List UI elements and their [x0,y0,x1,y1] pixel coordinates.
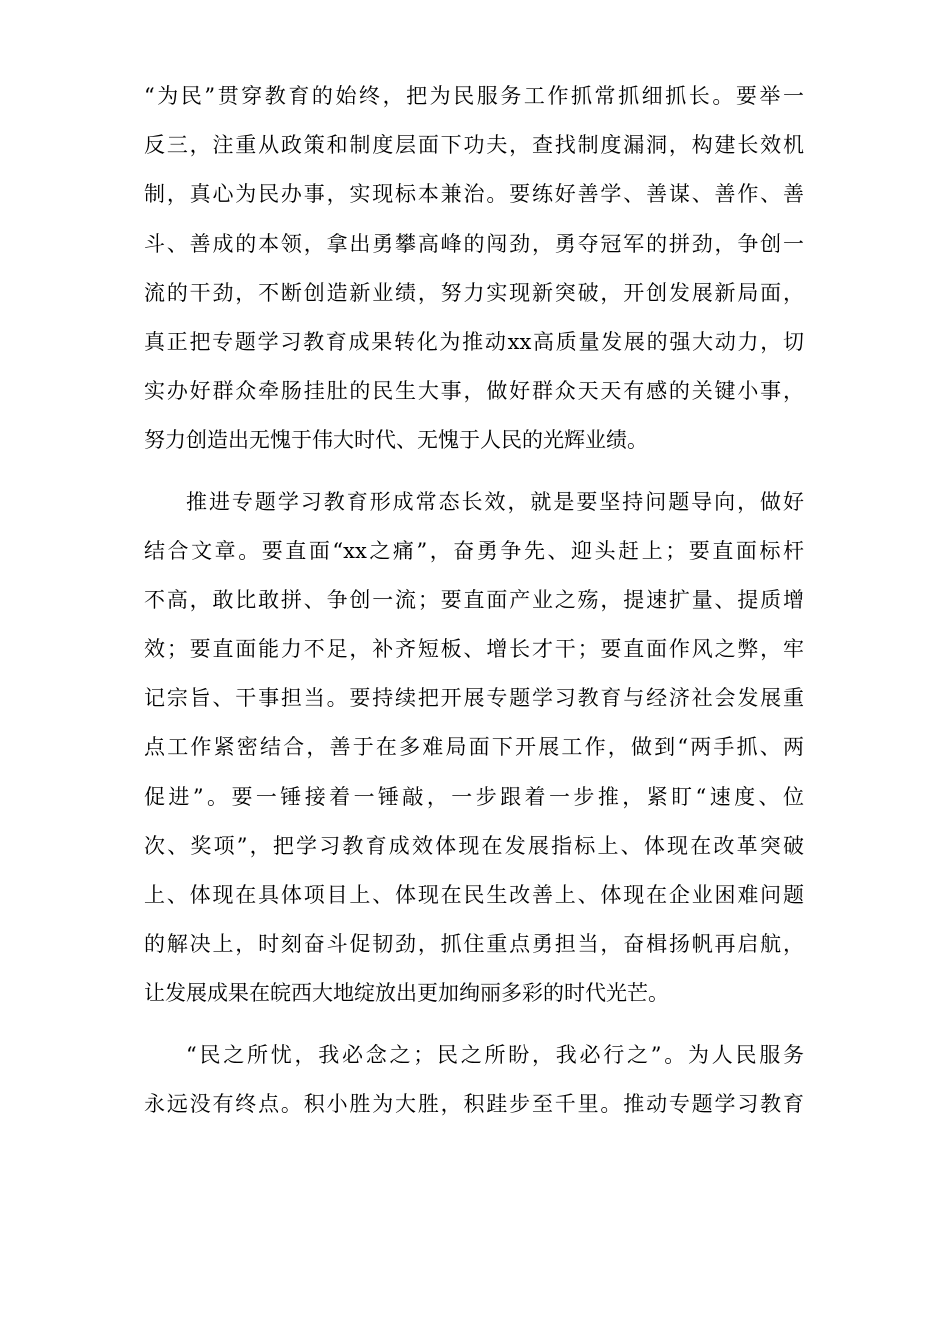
text-line: 记宗旨、干事担当。要持续把开展专题学习教育与经济社会发展重 [144,686,804,711]
text-line: 制，真心为民办事，实现标本兼治。要练好善学、善谋、善作、善 [144,182,804,207]
paragraph-2 [144,478,804,1019]
text-line: “民之所忧，我必念之；民之所盼，我必行之”。为人民服务 [186,1042,804,1067]
text-line: 实办好群众牵肠挂肚的民生大事，做好群众天天有感的关键小事， [144,379,804,404]
text-line: 真正把专题学习教育成果转化为推动xx高质量发展的强大动力，切 [144,329,804,354]
text-line: 推进专题学习教育形成常态长效，就是要坚持问题导向，做好 [186,489,804,514]
paragraph-3 [144,1031,804,1129]
text-line: 促进”。要一锤接着一锤敲，一步跟着一步推，紧盯“速度、位 [144,784,804,809]
text-line: 斗、善成的本领，拿出勇攀高峰的闯劲，勇夺冠军的拼劲，争创一 [144,231,804,256]
text-line: 的解决上，时刻奋斗促韧劲，抓住重点勇担当，奋楫扬帆再启航， [144,932,804,957]
text-line: “为民”贯穿教育的始终，把为民服务工作抓常抓细抓长。要举一 [144,84,804,108]
text-line: 永远没有终点。积小胜为大胜，积跬步至千里。推动专题学习教育 [144,1091,804,1116]
text-line: 效；要直面能力不足，补齐短板、增长才干；要直面作风之弊，牢 [144,637,804,662]
document-body [144,72,804,1141]
text-line: 不高，敢比敢拼、争创一流；要直面产业之殇，提速扩量、提质增 [144,587,804,612]
text-line: 努力创造出无愧于伟大时代、无愧于人民的光辉业绩。 [144,428,648,453]
text-line: 反三，注重从政策和制度层面下功夫，查找制度漏洞，构建长效机 [144,133,804,158]
text-line: 上、体现在具体项目上、体现在民生改善上、体现在企业困难问题 [144,883,804,907]
text-line: 次、奖项”，把学习教育成效体现在发展指标上、体现在改革突破 [144,833,804,858]
text-line: 点工作紧密结合，善于在多难局面下开展工作，做到“两手抓、两 [144,735,804,760]
paragraph-1 [144,72,804,466]
text-line: 结合文章。要直面“xx之痛”，奋勇争先、迎头赶上；要直面标杆 [144,538,804,563]
text-line: 流的干劲，不断创造新业绩，努力实现新突破，开创发展新局面， [144,280,804,305]
text-line: 让发展成果在皖西大地绽放出更加绚丽多彩的时代光芒。 [144,981,669,1006]
